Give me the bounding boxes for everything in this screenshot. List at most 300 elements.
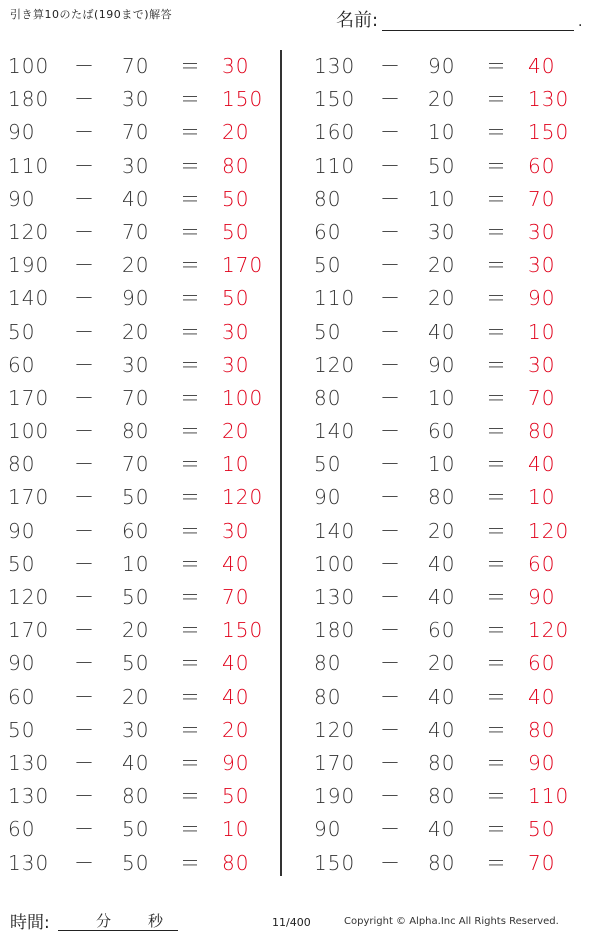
minus-sign: －: [380, 817, 400, 842]
subtrahend: 10: [428, 385, 456, 410]
problem-row: [0, 779, 280, 812]
equals-sign: ＝: [486, 817, 506, 842]
minuend: 90: [8, 651, 36, 676]
equals-sign: ＝: [486, 618, 506, 643]
minuend: 50: [314, 319, 342, 344]
answer: 40: [528, 54, 556, 78]
equals-sign: ＝: [180, 518, 200, 543]
name-underline: [382, 30, 574, 31]
answer: 150: [528, 120, 570, 145]
answer: 30: [222, 352, 250, 377]
minuend: 130: [8, 750, 50, 775]
answer: 30: [528, 253, 556, 278]
answer: 110: [528, 784, 570, 809]
subtrahend: 50: [122, 817, 150, 842]
minuend: 130: [8, 784, 50, 809]
subtrahend: 80: [122, 419, 150, 444]
equals-sign: ＝: [486, 850, 506, 875]
answer: 80: [528, 419, 556, 444]
subtrahend: 10: [428, 452, 456, 477]
minus-sign: －: [74, 419, 94, 444]
subtrahend: 40: [122, 186, 150, 211]
answer: 50: [528, 817, 556, 842]
answer: 30: [528, 219, 556, 244]
problem-row: [306, 514, 586, 547]
subtrahend: 40: [428, 684, 456, 709]
equals-sign: ＝: [180, 551, 200, 576]
minus-sign: －: [74, 153, 94, 178]
minus-sign: －: [74, 219, 94, 244]
subtrahend: 20: [428, 518, 456, 543]
minus-sign: －: [74, 253, 94, 278]
problem-row: [306, 846, 586, 879]
subtrahend: 40: [428, 817, 456, 842]
answer: 130: [528, 87, 570, 112]
equals-sign: ＝: [180, 717, 200, 742]
minuend: 90: [8, 186, 36, 211]
minus-sign: －: [380, 253, 400, 278]
subtrahend: 80: [428, 850, 456, 875]
minus-sign: －: [74, 651, 94, 676]
minus-sign: －: [380, 850, 400, 875]
minus-sign: －: [380, 120, 400, 145]
minuend: 140: [314, 419, 356, 444]
problem-row: [306, 812, 586, 845]
problem-row: [0, 381, 280, 414]
problem-row: [306, 646, 586, 679]
equals-sign: ＝: [486, 750, 506, 775]
minuend: 100: [8, 419, 50, 444]
minus-sign: －: [380, 750, 400, 775]
equals-sign: ＝: [486, 319, 506, 344]
equals-sign: ＝: [180, 452, 200, 477]
minus-sign: －: [74, 518, 94, 543]
equals-sign: ＝: [180, 186, 200, 211]
minuend: 60: [8, 352, 36, 377]
minus-sign: －: [74, 286, 94, 311]
answer: 100: [222, 385, 264, 410]
minus-sign: －: [380, 618, 400, 643]
problem-row: [0, 447, 280, 480]
minuend: 190: [314, 784, 356, 809]
equals-sign: ＝: [180, 784, 200, 809]
equals-sign: ＝: [180, 618, 200, 643]
minuend: 80: [8, 452, 36, 477]
minus-sign: －: [380, 717, 400, 742]
subtrahend: 40: [428, 319, 456, 344]
answer: 30: [222, 319, 250, 344]
problem-row: [306, 414, 586, 447]
equals-sign: ＝: [180, 684, 200, 709]
answer: 70: [528, 850, 556, 875]
subtrahend: 60: [428, 419, 456, 444]
answer: 40: [222, 684, 250, 709]
problem-row: [306, 115, 586, 148]
answer: 90: [528, 750, 556, 775]
problem-column-left: [0, 49, 280, 879]
answer: 60: [528, 651, 556, 676]
problem-row: [306, 149, 586, 182]
equals-sign: ＝: [486, 253, 506, 278]
equals-sign: ＝: [486, 219, 506, 244]
answer: 80: [222, 153, 250, 178]
subtrahend: 80: [122, 784, 150, 809]
subtrahend: 90: [428, 54, 456, 78]
minus-sign: －: [380, 784, 400, 809]
minuend: 90: [314, 485, 342, 510]
answer: 70: [528, 186, 556, 211]
problem-row: [306, 746, 586, 779]
equals-sign: ＝: [486, 54, 506, 78]
problem-column-right: [306, 49, 586, 879]
subtrahend: 50: [122, 651, 150, 676]
answer: 10: [222, 817, 250, 842]
equals-sign: ＝: [486, 452, 506, 477]
subtrahend: 50: [122, 485, 150, 510]
minus-sign: －: [380, 319, 400, 344]
subtrahend: 50: [428, 153, 456, 178]
equals-sign: ＝: [180, 253, 200, 278]
minus-sign: －: [380, 551, 400, 576]
minus-sign: －: [74, 120, 94, 145]
minus-sign: －: [74, 585, 94, 609]
problem-row: [306, 182, 586, 215]
answer: 50: [222, 186, 250, 211]
subtrahend: 20: [428, 87, 456, 112]
minuend: 170: [8, 618, 50, 643]
equals-sign: ＝: [486, 186, 506, 211]
problem-row: [306, 248, 586, 281]
minus-sign: －: [380, 286, 400, 311]
answer: 60: [528, 551, 556, 576]
problem-row: [306, 348, 586, 381]
minuend: 80: [314, 684, 342, 709]
subtrahend: 40: [428, 717, 456, 742]
minus-sign: －: [380, 385, 400, 410]
equals-sign: ＝: [486, 419, 506, 444]
minuend: 180: [314, 618, 356, 643]
equals-sign: ＝: [486, 784, 506, 809]
minuend: 100: [8, 54, 50, 78]
minus-sign: －: [380, 87, 400, 112]
minuend: 110: [314, 153, 356, 178]
answer: 120: [222, 485, 264, 510]
minus-sign: －: [380, 485, 400, 510]
minuend: 130: [314, 54, 356, 78]
problem-row: [306, 215, 586, 248]
subtrahend: 30: [122, 717, 150, 742]
equals-sign: ＝: [180, 817, 200, 842]
minus-sign: －: [74, 319, 94, 344]
minus-sign: －: [380, 452, 400, 477]
column-divider: [280, 50, 282, 876]
minuend: 90: [8, 120, 36, 145]
subtrahend: 20: [122, 253, 150, 278]
answer: 10: [222, 452, 250, 477]
minuend: 180: [8, 87, 50, 112]
answer: 50: [222, 219, 250, 244]
answer: 150: [222, 87, 264, 112]
equals-sign: ＝: [486, 585, 506, 609]
subtrahend: 10: [122, 551, 150, 576]
minuend: 120: [8, 585, 50, 609]
answer: 120: [528, 518, 570, 543]
subtrahend: 70: [122, 452, 150, 477]
minuend: 80: [314, 651, 342, 676]
equals-sign: ＝: [180, 651, 200, 676]
minuend: 80: [314, 385, 342, 410]
subtrahend: 90: [122, 286, 150, 311]
problem-row: [0, 315, 280, 348]
minuend: 120: [8, 219, 50, 244]
name-end-mark: .: [578, 14, 583, 30]
minuend: 170: [8, 385, 50, 410]
answer: 150: [222, 618, 264, 643]
copyright-notice: Copyright © Alpha.Inc All Rights Reserved.: [344, 916, 559, 927]
problem-row: [0, 713, 280, 746]
minus-sign: －: [74, 352, 94, 377]
subtrahend: 20: [122, 618, 150, 643]
problem-row: [306, 779, 586, 812]
problem-row: [306, 480, 586, 513]
equals-sign: ＝: [180, 850, 200, 875]
answer: 40: [528, 684, 556, 709]
problem-row: [306, 315, 586, 348]
minuend: 130: [314, 585, 356, 609]
minus-sign: －: [74, 684, 94, 709]
problem-row: [306, 447, 586, 480]
name-label: 名前:: [336, 10, 379, 31]
problem-row: [306, 680, 586, 713]
problem-row: [0, 348, 280, 381]
page-title: 引き算10のたば(190まで)解答: [10, 8, 173, 21]
minuend: 140: [314, 518, 356, 543]
answer: 90: [528, 286, 556, 311]
page-number: 11/400: [272, 916, 311, 929]
subtrahend: 10: [428, 120, 456, 145]
problem-row: [0, 680, 280, 713]
answer: 20: [222, 419, 250, 444]
answer: 170: [222, 253, 264, 278]
equals-sign: ＝: [486, 551, 506, 576]
equals-sign: ＝: [486, 485, 506, 510]
minus-sign: －: [74, 750, 94, 775]
equals-sign: ＝: [486, 684, 506, 709]
problem-row: [306, 713, 586, 746]
equals-sign: ＝: [180, 585, 200, 609]
subtrahend: 20: [428, 253, 456, 278]
problem-row: [306, 547, 586, 580]
answer: 80: [528, 717, 556, 742]
answer: 40: [528, 452, 556, 477]
subtrahend: 40: [122, 750, 150, 775]
answer: 70: [528, 385, 556, 410]
minus-sign: －: [74, 551, 94, 576]
answer: 50: [222, 784, 250, 809]
problem-row: [0, 149, 280, 182]
subtrahend: 30: [122, 153, 150, 178]
answer: 80: [222, 850, 250, 875]
subtrahend: 30: [122, 87, 150, 112]
equals-sign: ＝: [180, 153, 200, 178]
minuend: 50: [8, 319, 36, 344]
problem-row: [306, 580, 586, 613]
problem-row: [0, 281, 280, 314]
minuend: 90: [8, 518, 36, 543]
minuend: 100: [314, 551, 356, 576]
minuend: 150: [314, 87, 356, 112]
problem-row: [0, 248, 280, 281]
minuend: 190: [8, 253, 50, 278]
equals-sign: ＝: [180, 219, 200, 244]
minus-sign: －: [380, 54, 400, 78]
problem-row: [0, 480, 280, 513]
subtrahend: 40: [428, 585, 456, 609]
problem-row: [306, 49, 586, 82]
minus-sign: －: [380, 153, 400, 178]
minus-sign: －: [380, 352, 400, 377]
subtrahend: 80: [428, 485, 456, 510]
problem-row: [0, 49, 280, 82]
minuend: 170: [8, 485, 50, 510]
subtrahend: 20: [428, 651, 456, 676]
minus-sign: －: [380, 219, 400, 244]
answer: 30: [528, 352, 556, 377]
equals-sign: ＝: [180, 319, 200, 344]
minus-sign: －: [380, 419, 400, 444]
minuend: 130: [8, 850, 50, 875]
answer: 60: [528, 153, 556, 178]
seconds-label: 秒: [148, 912, 164, 930]
minuend: 80: [314, 186, 342, 211]
minus-sign: －: [74, 186, 94, 211]
problem-row: [0, 414, 280, 447]
equals-sign: ＝: [486, 153, 506, 178]
problem-row: [0, 746, 280, 779]
problem-row: [0, 646, 280, 679]
minus-sign: －: [380, 186, 400, 211]
answer: 70: [222, 585, 250, 609]
minus-sign: －: [74, 618, 94, 643]
problem-row: [0, 812, 280, 845]
subtrahend: 10: [428, 186, 456, 211]
subtrahend: 20: [428, 286, 456, 311]
problem-row: [0, 115, 280, 148]
minus-sign: －: [74, 717, 94, 742]
subtrahend: 60: [428, 618, 456, 643]
equals-sign: ＝: [180, 54, 200, 78]
problem-row: [0, 182, 280, 215]
minuend: 120: [314, 352, 356, 377]
subtrahend: 40: [428, 551, 456, 576]
subtrahend: 90: [428, 352, 456, 377]
answer: 120: [528, 618, 570, 643]
answer: 40: [222, 651, 250, 676]
answer: 10: [528, 319, 556, 344]
minuend: 110: [314, 286, 356, 311]
problem-row: [306, 613, 586, 646]
problem-row: [306, 281, 586, 314]
name-field: [336, 6, 586, 32]
minus-sign: －: [74, 784, 94, 809]
equals-sign: ＝: [180, 385, 200, 410]
minus-sign: －: [74, 385, 94, 410]
problem-row: [306, 381, 586, 414]
minuend: 160: [314, 120, 356, 145]
minuend: 60: [314, 219, 342, 244]
minuend: 60: [8, 817, 36, 842]
answer: 50: [222, 286, 250, 311]
minuend: 50: [8, 717, 36, 742]
subtrahend: 80: [428, 784, 456, 809]
problem-row: [0, 613, 280, 646]
equals-sign: ＝: [180, 750, 200, 775]
minus-sign: －: [380, 518, 400, 543]
minuend: 90: [314, 817, 342, 842]
subtrahend: 50: [122, 585, 150, 609]
minuend: 110: [8, 153, 50, 178]
answer: 30: [222, 518, 250, 543]
equals-sign: ＝: [486, 518, 506, 543]
equals-sign: ＝: [486, 717, 506, 742]
minus-sign: －: [380, 585, 400, 609]
problem-row: [0, 82, 280, 115]
subtrahend: 50: [122, 850, 150, 875]
problem-row: [0, 547, 280, 580]
minus-sign: －: [74, 850, 94, 875]
subtrahend: 20: [122, 319, 150, 344]
answer: 90: [528, 585, 556, 609]
minuend: 170: [314, 750, 356, 775]
subtrahend: 70: [122, 54, 150, 78]
answer: 20: [222, 717, 250, 742]
minuend: 60: [8, 684, 36, 709]
problem-row: [0, 215, 280, 248]
subtrahend: 20: [122, 684, 150, 709]
equals-sign: ＝: [180, 419, 200, 444]
minus-sign: －: [74, 485, 94, 510]
equals-sign: ＝: [486, 352, 506, 377]
equals-sign: ＝: [486, 120, 506, 145]
minuend: 140: [8, 286, 50, 311]
problem-row: [0, 514, 280, 547]
subtrahend: 70: [122, 219, 150, 244]
subtrahend: 70: [122, 120, 150, 145]
answer: 30: [222, 54, 250, 78]
answer: 90: [222, 750, 250, 775]
subtrahend: 80: [428, 750, 456, 775]
equals-sign: ＝: [180, 485, 200, 510]
subtrahend: 60: [122, 518, 150, 543]
minuend: 120: [314, 717, 356, 742]
equals-sign: ＝: [486, 651, 506, 676]
minus-sign: －: [74, 817, 94, 842]
minus-sign: －: [380, 684, 400, 709]
equals-sign: ＝: [180, 352, 200, 377]
minuend: 50: [8, 551, 36, 576]
equals-sign: ＝: [180, 87, 200, 112]
equals-sign: ＝: [486, 87, 506, 112]
time-label: 時間:: [10, 913, 50, 933]
equals-sign: ＝: [180, 120, 200, 145]
answer: 10: [528, 485, 556, 510]
minus-sign: －: [74, 54, 94, 78]
answer: 20: [222, 120, 250, 145]
minutes-label: 分: [96, 912, 112, 930]
minuend: 150: [314, 850, 356, 875]
answer: 40: [222, 551, 250, 576]
minuend: 50: [314, 253, 342, 278]
